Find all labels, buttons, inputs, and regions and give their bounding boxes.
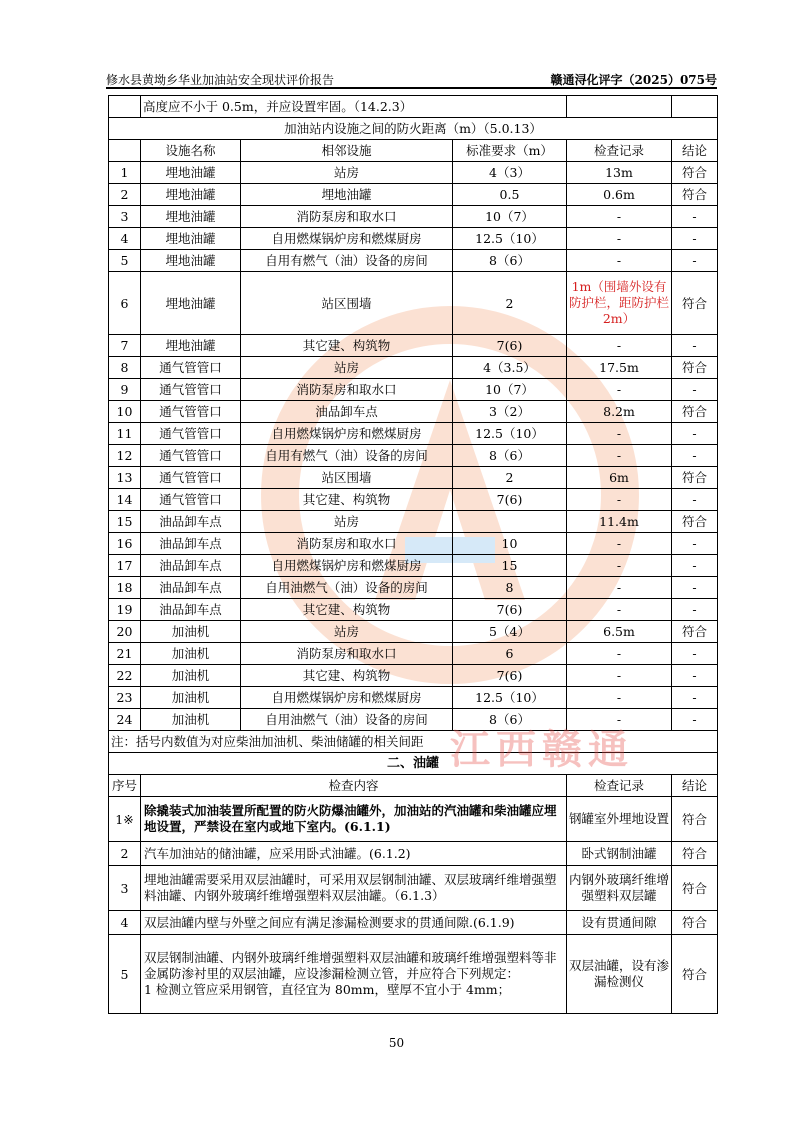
check-content <box>141 911 567 935</box>
table-cell: 23 <box>109 687 141 709</box>
table-cell: 站房 <box>241 511 453 533</box>
table-cell: 符合 <box>672 357 718 379</box>
table-cell: - <box>672 379 718 401</box>
table-cell: 通气管管口 <box>141 379 241 401</box>
check-content <box>141 866 567 911</box>
table-cell: - <box>672 599 718 621</box>
table-cell: - <box>672 665 718 687</box>
table-cell: - <box>567 533 672 555</box>
check-result: 符合 <box>672 797 718 842</box>
check-content <box>141 842 567 866</box>
table-cell: 10 <box>109 401 141 423</box>
table-cell: 10（7） <box>453 206 567 228</box>
table-row <box>109 423 718 445</box>
table-cell: - <box>567 250 672 272</box>
table-row <box>109 206 718 228</box>
section2-title: 二、油罐 <box>109 753 718 775</box>
table-cell: 17.5m <box>567 357 672 379</box>
table-cell: 21 <box>109 643 141 665</box>
table-row <box>109 687 718 709</box>
table-cell: 埋地油罐 <box>141 206 241 228</box>
table-cell: 自用燃煤锅炉房和燃煤厨房 <box>241 687 453 709</box>
table-row <box>109 401 718 423</box>
table-cell: 2 <box>109 184 141 206</box>
check-content-text: 双层油罐内壁与外壁之间应有满足渗漏检测要求的贯通间隙.(6.1.9) <box>144 914 515 930</box>
table-cell: - <box>672 445 718 467</box>
table-cell: 0.5 <box>453 184 567 206</box>
section2-header-row <box>109 775 718 797</box>
table-cell: 7(6) <box>453 335 567 357</box>
table-cell: - <box>672 555 718 577</box>
table-row <box>109 911 718 935</box>
table-row <box>109 272 718 335</box>
table-cell <box>453 511 567 533</box>
table-cell: 1※ <box>109 797 141 842</box>
table-cell: 13 <box>109 467 141 489</box>
column-header: 标准要求（m） <box>453 140 567 162</box>
table-cell: 站房 <box>241 357 453 379</box>
table-cell: 加油机 <box>141 643 241 665</box>
table-cell: 19 <box>109 599 141 621</box>
table-cell: 10（7） <box>453 379 567 401</box>
table-cell <box>567 96 672 118</box>
table-row <box>109 621 718 643</box>
table-cell: 加油机 <box>141 687 241 709</box>
table-cell: 埋地油罐 <box>141 228 241 250</box>
table-cell: 其它建、构筑物 <box>241 335 453 357</box>
check-record: 双层油罐，设有渗漏检测仪 <box>567 935 672 1014</box>
table-cell: 其它建、构筑物 <box>241 489 453 511</box>
table-cell: - <box>672 643 718 665</box>
table-cell: 6 <box>109 272 141 335</box>
table-cell: 2 <box>109 842 141 866</box>
check-result: 符合 <box>672 866 718 911</box>
table-cell: 加油机 <box>141 709 241 731</box>
check-result: 符合 <box>672 842 718 866</box>
table-cell: 消防泵房和取水口 <box>241 206 453 228</box>
check-record: 卧式钢制油罐 <box>567 842 672 866</box>
table-cell: - <box>567 643 672 665</box>
table-cell: 通气管管口 <box>141 467 241 489</box>
table-cell <box>109 96 141 118</box>
table-cell: 埋地油罐 <box>141 162 241 184</box>
table-row <box>109 577 718 599</box>
column-header: 检查记录 <box>567 140 672 162</box>
table-cell: 5 <box>109 250 141 272</box>
table-cell: 9 <box>109 379 141 401</box>
table-cell: 埋地油罐 <box>141 335 241 357</box>
table-cell: 3 <box>109 866 141 911</box>
table-cell: 油品卸车点 <box>141 599 241 621</box>
table-cell: 6 <box>453 643 567 665</box>
table-cell: - <box>672 335 718 357</box>
table-cell: 11.4m <box>567 511 672 533</box>
table-cell: - <box>672 228 718 250</box>
table-cell: 1 <box>109 162 141 184</box>
table-cell: 15 <box>453 555 567 577</box>
table-cell: - <box>567 379 672 401</box>
table-cell: 自用有燃气（油）设备的房间 <box>241 250 453 272</box>
column-header: 相邻设施 <box>241 140 453 162</box>
table-cell: 埋地油罐 <box>141 250 241 272</box>
page-number: 50 <box>388 1036 405 1050</box>
check-record: 内钢外玻璃纤维增强塑料双层罐 <box>567 866 672 911</box>
column-header: 结论 <box>672 140 718 162</box>
table-cell: - <box>567 206 672 228</box>
table-row <box>109 379 718 401</box>
table-cell: 12.5（10） <box>453 228 567 250</box>
table-cell: 5（4） <box>453 621 567 643</box>
table-cell: 4（3） <box>453 162 567 184</box>
table-cell: 站房 <box>241 162 453 184</box>
table-cell: 12.5（10） <box>453 687 567 709</box>
table-cell: 7(6) <box>453 489 567 511</box>
table-cell: 油品卸车点 <box>241 401 453 423</box>
check-content-text: 汽车加油站的储油罐，应采用卧式油罐。(6.1.2) <box>144 845 411 861</box>
table-cell: 自用燃煤锅炉房和燃煤厨房 <box>241 423 453 445</box>
table-cell: - <box>567 423 672 445</box>
table-cell: - <box>672 687 718 709</box>
header-rule <box>106 88 717 89</box>
table-cell: 符合 <box>672 401 718 423</box>
inspection-table <box>108 95 718 1014</box>
table-cell: 其它建、构筑物 <box>241 665 453 687</box>
table-cell: 12.5（10） <box>453 423 567 445</box>
table-cell: 符合 <box>672 511 718 533</box>
table-cell: - <box>672 423 718 445</box>
table-row <box>109 228 718 250</box>
table-cell: 14 <box>109 489 141 511</box>
table-cell: - <box>672 577 718 599</box>
table-cell: 8.2m <box>567 401 672 423</box>
check-record: 设有贯通间隙 <box>567 911 672 935</box>
column-header: 设施名称 <box>141 140 241 162</box>
table-cell: 油品卸车点 <box>141 555 241 577</box>
table-cell: 13m <box>567 162 672 184</box>
table-cell: 3（2） <box>453 401 567 423</box>
table-row <box>109 250 718 272</box>
table-cell: 10 <box>453 533 567 555</box>
column-header: 结论 <box>672 775 718 797</box>
check-content-text: 双层钢制油罐、内钢外玻璃纤维增强塑料双层油罐和玻璃纤维增强塑料等非金属防渗衬里的双层油罐，应设渗漏检测立管，并应符合下列规定： <box>144 950 557 981</box>
table-cell: 埋地油罐 <box>141 184 241 206</box>
table-cell: - <box>567 445 672 467</box>
continuation-text: 高度应不小于 0.5m，并应设置牢固。（14.2.3） <box>141 96 567 118</box>
table-cell: - <box>567 489 672 511</box>
table-cell: 自用有燃气（油）设备的房间 <box>241 445 453 467</box>
table-cell: 站房 <box>241 621 453 643</box>
table-cell: 17 <box>109 555 141 577</box>
table-cell: 消防泵房和取水口 <box>241 533 453 555</box>
table-cell: 0.6m <box>567 184 672 206</box>
section1-header-row <box>109 140 718 162</box>
table-cell: 12 <box>109 445 141 467</box>
table-row <box>109 335 718 357</box>
table-cell: 消防泵房和取水口 <box>241 379 453 401</box>
table-cell: 1m（围墙外设有防护栏，距防护栏 2m） <box>567 272 672 335</box>
table-row <box>109 184 718 206</box>
table-row <box>109 599 718 621</box>
table-cell: 24 <box>109 709 141 731</box>
table-cell: 8（6） <box>453 445 567 467</box>
section1-title: 加油站内设施之间的防火距离（m）（5.0.13） <box>109 118 718 140</box>
check-result: 符合 <box>672 935 718 1014</box>
table-cell: - <box>567 599 672 621</box>
table-cell: 符合 <box>672 467 718 489</box>
table-cell <box>109 140 141 162</box>
table-cell: 8 <box>453 577 567 599</box>
table-cell: 自用油燃气（油）设备的房间 <box>241 577 453 599</box>
table-cell: 自用油燃气（油）设备的房间 <box>241 709 453 731</box>
table-cell: 其它建、构筑物 <box>241 599 453 621</box>
check-content-text: 除撬装式加油装置所配置的防火防爆油罐外，加油站的汽油罐和柴油罐应埋地设置，严禁设在室内或地下室内。(6.1.1) <box>144 803 557 834</box>
table-cell: 3 <box>109 206 141 228</box>
table-row <box>109 533 718 555</box>
table-cell: 油品卸车点 <box>141 533 241 555</box>
table-row <box>109 511 718 533</box>
table-cell: 22 <box>109 665 141 687</box>
page-header <box>106 69 717 88</box>
table-row <box>109 866 718 911</box>
table-cell: 符合 <box>672 184 718 206</box>
table-note: 注：括号内数值为对应柴油加油机、柴油储罐的相关间距 <box>109 731 718 753</box>
table-cell: 自用燃煤锅炉房和燃煤厨房 <box>241 555 453 577</box>
column-header: 检查内容 <box>141 775 567 797</box>
table-cell: - <box>672 533 718 555</box>
table-cell: 11 <box>109 423 141 445</box>
table-cell: 2 <box>453 272 567 335</box>
table-cell: 加油机 <box>141 621 241 643</box>
table-cell: - <box>567 687 672 709</box>
table-cell: 16 <box>109 533 141 555</box>
header-right-code: 赣通浔化评字（2025）075号 <box>550 73 717 87</box>
table-cell: 6.5m <box>567 621 672 643</box>
table-row <box>109 489 718 511</box>
table-row <box>109 643 718 665</box>
column-header: 检查记录 <box>567 775 672 797</box>
check-content <box>141 935 567 1014</box>
table-cell: 8 <box>109 357 141 379</box>
table-cell: - <box>672 709 718 731</box>
table-cell: 站区围墙 <box>241 467 453 489</box>
table-cell: 埋地油罐 <box>141 272 241 335</box>
table-cell: 通气管管口 <box>141 445 241 467</box>
table-cell: 2 <box>453 467 567 489</box>
table-row <box>109 357 718 379</box>
table-cell: 符合 <box>672 621 718 643</box>
table-cell: 消防泵房和取水口 <box>241 643 453 665</box>
table-cell: - <box>567 335 672 357</box>
table-cell: 7 <box>109 335 141 357</box>
continuation-row <box>109 96 718 118</box>
table-row <box>109 665 718 687</box>
table-cell: 18 <box>109 577 141 599</box>
table-cell <box>672 96 718 118</box>
table-cell: 6m <box>567 467 672 489</box>
table-cell: 自用燃煤锅炉房和燃煤厨房 <box>241 228 453 250</box>
table-cell: 7(6) <box>453 665 567 687</box>
table-cell: 20 <box>109 621 141 643</box>
check-content-subitem: 1 检测立管应采用钢管，直径宜为 80mm，壁厚不宜小于 4mm； <box>144 982 511 997</box>
table-cell: - <box>672 489 718 511</box>
table-cell: 符合 <box>672 162 718 184</box>
table-cell: 通气管管口 <box>141 357 241 379</box>
table-cell: 符合 <box>672 272 718 335</box>
table-cell: 4 <box>109 911 141 935</box>
section1-title-row <box>109 118 718 140</box>
table-row <box>109 797 718 842</box>
table-cell: - <box>567 665 672 687</box>
column-header: 序号 <box>109 775 141 797</box>
table-cell: 通气管管口 <box>141 401 241 423</box>
table-cell: - <box>567 228 672 250</box>
table-cell: 7(6) <box>453 599 567 621</box>
table-cell: - <box>567 709 672 731</box>
table-cell: - <box>567 555 672 577</box>
table-cell: 4（3.5） <box>453 357 567 379</box>
table-cell: 站区围墙 <box>241 272 453 335</box>
check-record: 钢罐室外埋地设置 <box>567 797 672 842</box>
check-result: 符合 <box>672 911 718 935</box>
table-cell: - <box>672 250 718 272</box>
table-row <box>109 935 718 1014</box>
table-row <box>109 445 718 467</box>
table-row <box>109 842 718 866</box>
table-row <box>109 555 718 577</box>
table-cell: 8（6） <box>453 709 567 731</box>
table-cell: 15 <box>109 511 141 533</box>
table-cell: 油品卸车点 <box>141 511 241 533</box>
table-row <box>109 162 718 184</box>
table-cell: - <box>672 206 718 228</box>
table-cell: - <box>567 577 672 599</box>
table-cell: 5 <box>109 935 141 1014</box>
table-cell: 通气管管口 <box>141 489 241 511</box>
table-cell: 油品卸车点 <box>141 577 241 599</box>
check-content-text: 埋地油罐需要采用双层油罐时，可采用双层钢制油罐、双层玻璃纤维增强塑料油罐、内钢外玻璃纤维增强塑料双层油罐。（6.1.3） <box>144 872 557 903</box>
check-content <box>141 797 567 842</box>
header-left-title: 修水县黄坳乡华业加油站安全现状评价报告 <box>106 73 335 87</box>
table-cell: 4 <box>109 228 141 250</box>
table-row <box>109 467 718 489</box>
table-cell: 通气管管口 <box>141 423 241 445</box>
watermark-text: 江西赣通 <box>450 727 634 773</box>
table-cell: 加油机 <box>141 665 241 687</box>
table-cell: 埋地油罐 <box>241 184 453 206</box>
table-cell: 8（6） <box>453 250 567 272</box>
